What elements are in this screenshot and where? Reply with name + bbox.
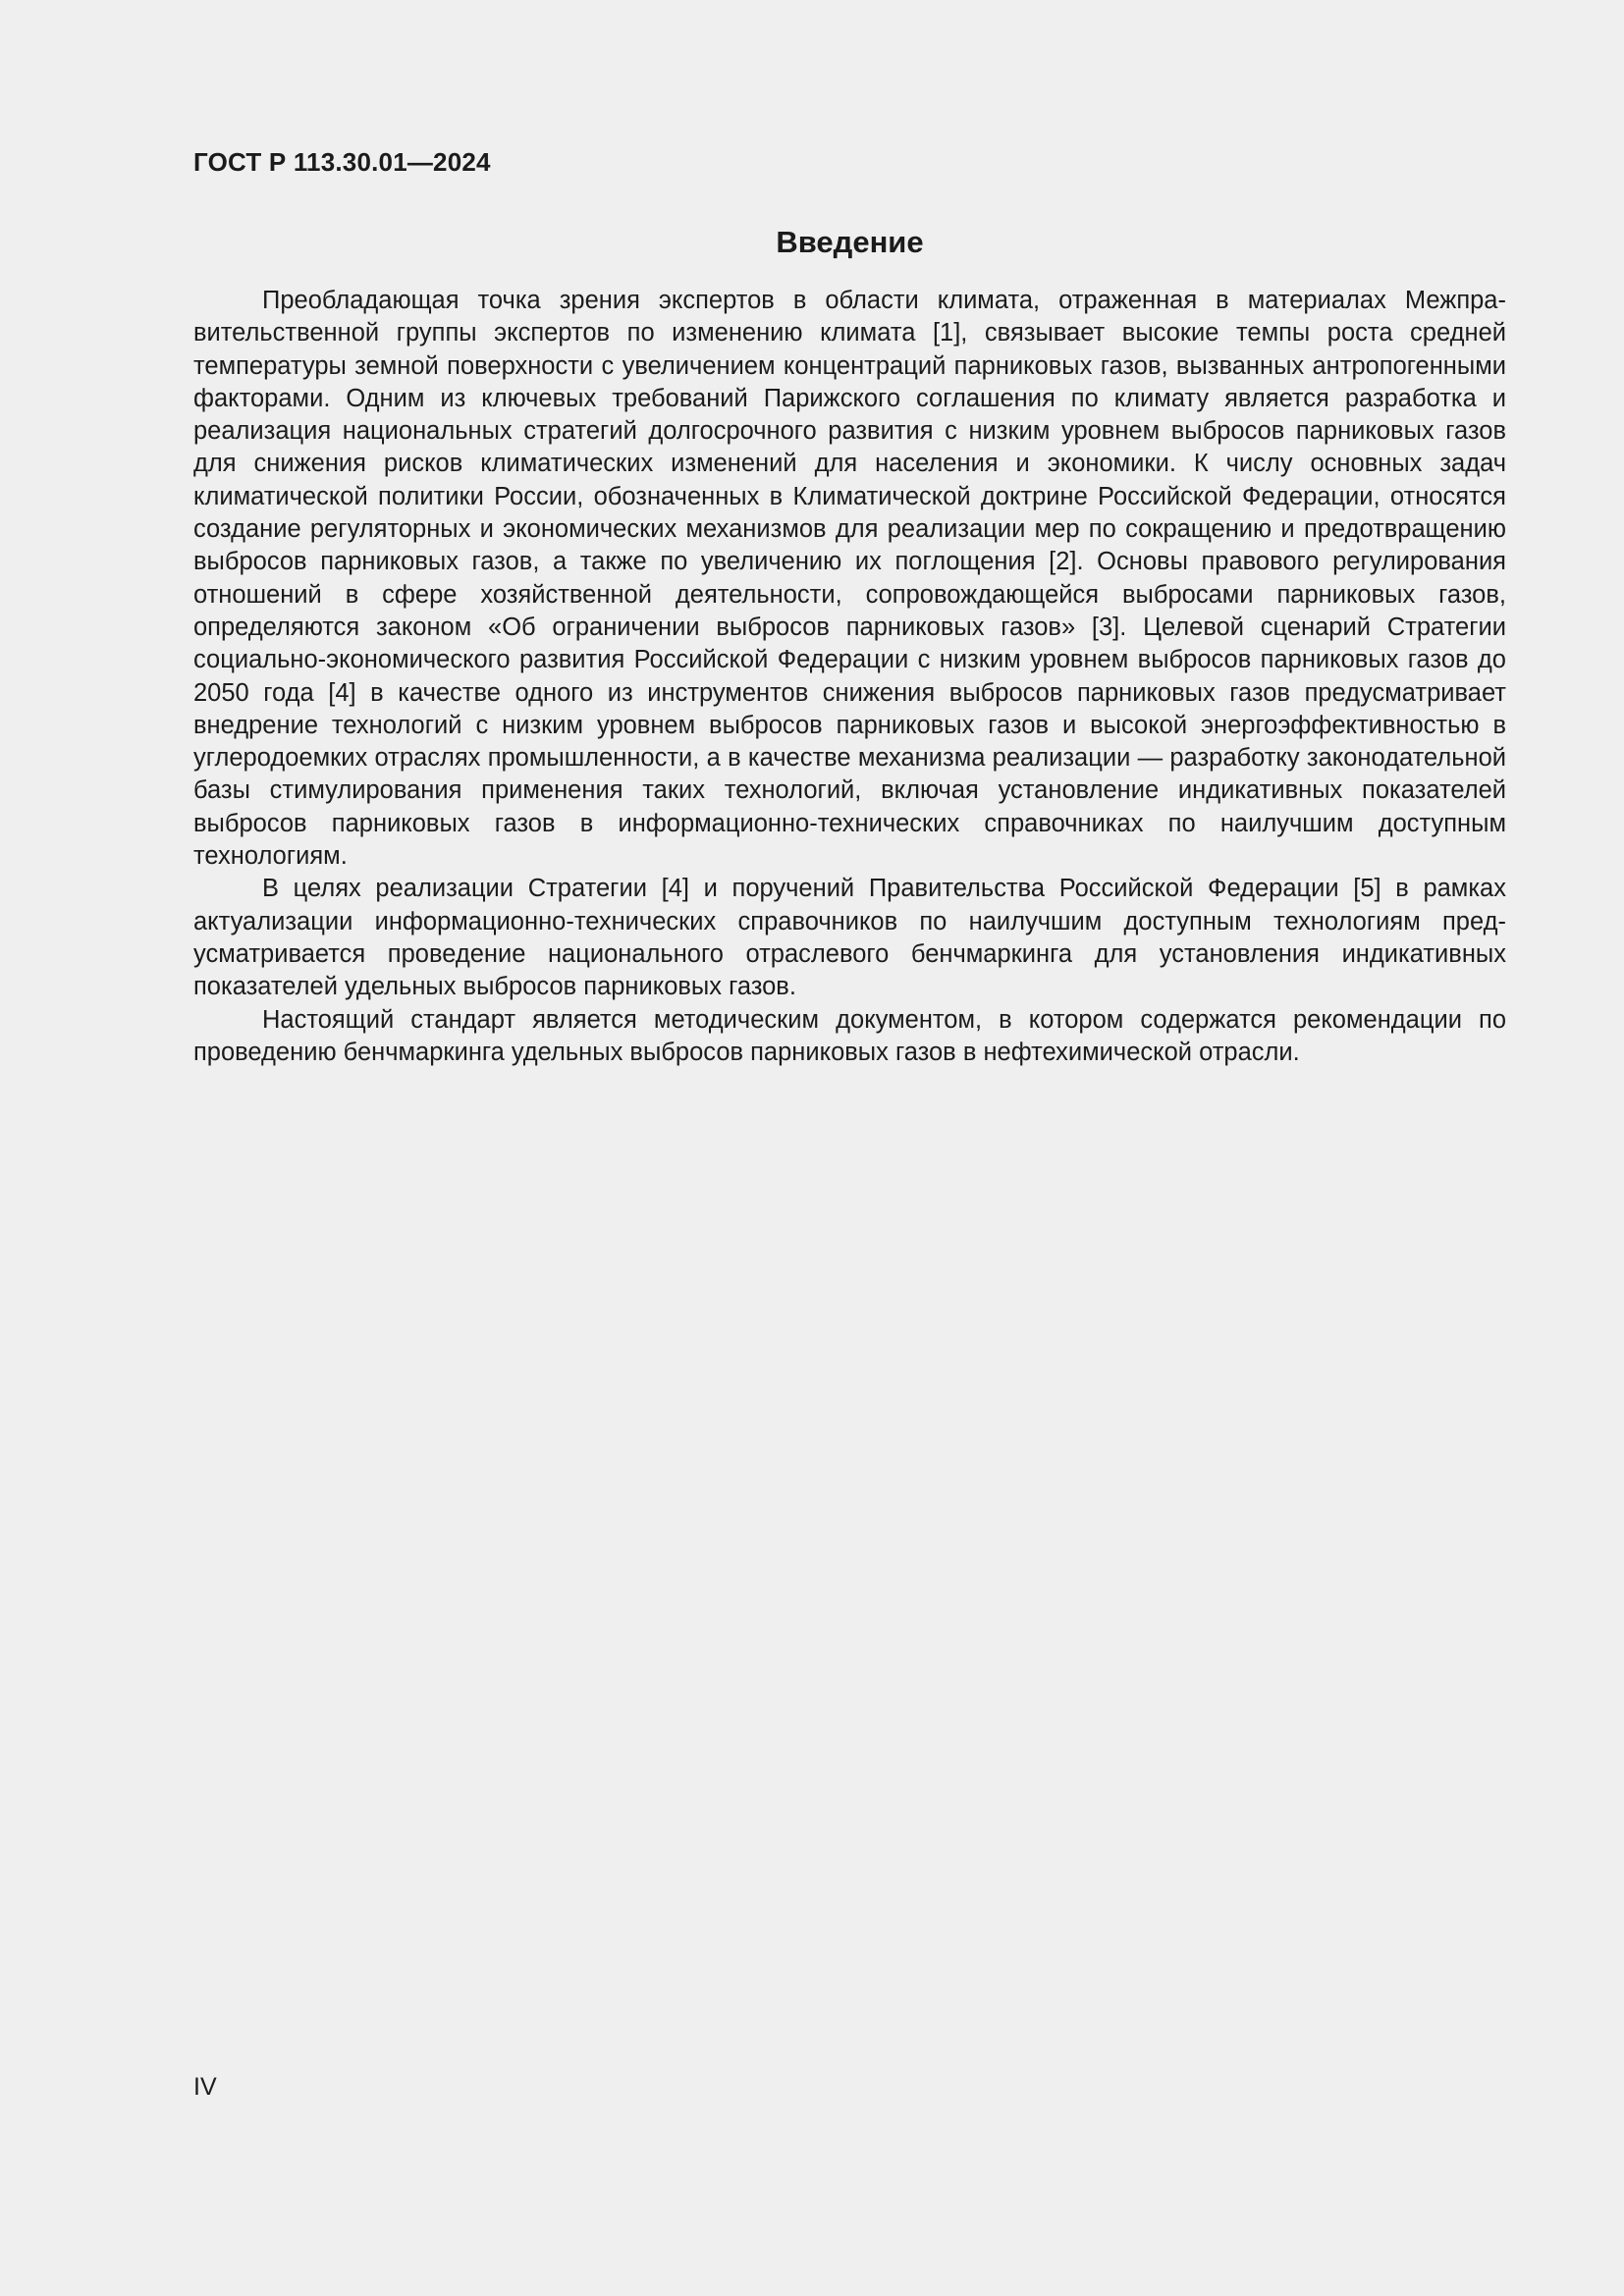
section-body (193, 285, 1506, 1069)
document-code: ГОСТ Р 113.30.01—2024 (193, 147, 491, 177)
paragraph-1: Преобладающая точка зрения экспертов в области климата, отраженная в материалах Межправительственной группы экспертов по изменению климата [1], связывает высокие темпы роста средней температуры земной поверхности с увеличением концентраций парниковых газов, вызванных антропогенными факторами. Одним из ключевых требований Парижского соглашения по климату является разработка и реализация национальных стратегий долгосрочного развития с низким уровнем выбросов парниковых газов для снижения рисков климатических изменений для населения и экономики. К числу основных задач климатической политики России, обозначенных в Климатической доктрине Российской Федерации, относятся создание регуляторных и экономических механизмов для реализации мер по сокращению и предотвращению выбросов парниковых газов, а также по увеличению их поглощения [2]. Основы правового регулирования отношений в сфере хозяйственной деятельности, сопровождающейся выбросами парниковых газов, определяются законом «Об ограничении выбросов парниковых газов» [3]. Целевой сценарий Стратегии социально-экономического развития Российской Федерации с низким уровнем выбросов парниковых газов до 2050 года [4] в качестве одного из инструментов снижения выбросов парниковых газов предусматривает внедрение технологий с низким уровнем выбросов парниковых газов и высокой энергоэффективностью в углеродоемких отраслях промышленности, а в качестве механизма реализации — разработку законодательной базы стимулирования применения таких технологий, включая установление индикативных показателей выбросов парниковых газов в информационно-технических справочниках по наилучшим доступным технологиям. (193, 287, 1506, 871)
page-number: IV (193, 2073, 217, 2101)
paragraph-3: Настоящий стандарт является методическим документом, в котором содержатся рекомендации по проведению бенчмаркинга удельных выбросов парниковых газов в нефтехимической отрасли. (193, 1005, 1506, 1066)
paragraph-2: В целях реализации Стратегии [4] и поручений Правительства Российской Федерации [5] в рамках актуализации информационно-технических справочников по наилучшим доступным технологиям предусматривается проведение национального отраслевого бенчмаркинга для установления индикативных показателей удельных выбросов парниковых газов. (193, 875, 1506, 1001)
section-title: Введение (776, 225, 924, 259)
